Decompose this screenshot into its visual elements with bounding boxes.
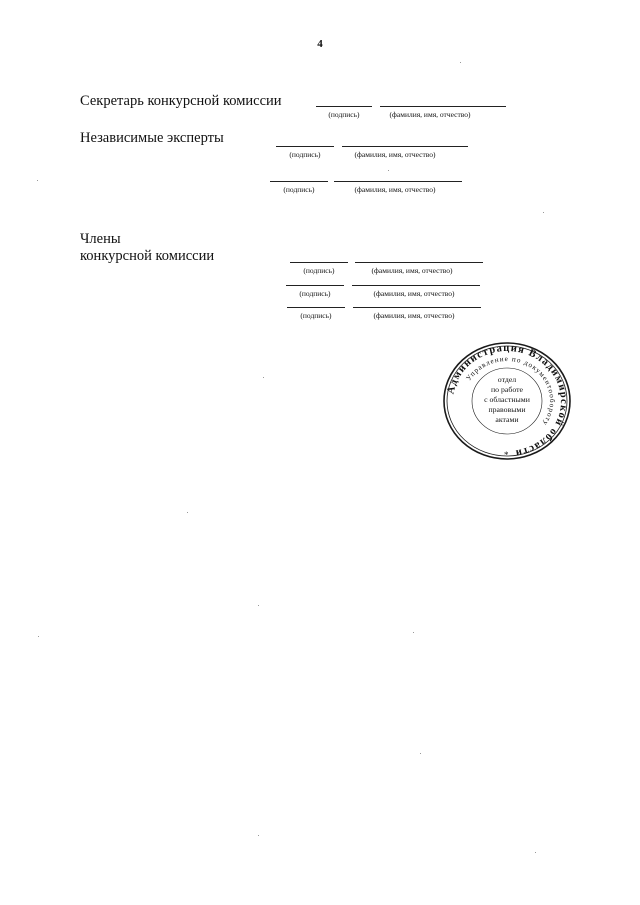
member1-signature-caption: (подпись): [303, 266, 335, 275]
stamp-inner-ring-text: Управление по документообороту: [464, 354, 557, 428]
member3-signature-line: [287, 307, 345, 308]
official-stamp-graphic: [441, 340, 573, 462]
stamp-center-line-2: по работе: [490, 385, 524, 394]
member2-signature-caption: (подпись): [299, 289, 331, 298]
member1-signature-line: [290, 262, 348, 263]
expert1-signature-caption: (подпись): [289, 150, 321, 159]
member3-name-line: [353, 307, 481, 308]
page-number: 4: [317, 38, 323, 50]
stamp-center-line-3: с областными: [484, 395, 530, 404]
expert2-name-caption: (фамилия, имя, отчество): [354, 185, 436, 194]
scan-speck: [263, 377, 264, 378]
scan-speck: [413, 632, 414, 633]
experts-label: Независимые эксперты: [80, 130, 224, 146]
official-stamp: [441, 340, 573, 462]
scan-speck: [388, 170, 389, 171]
secretary-signature-caption: (подпись): [328, 110, 360, 119]
expert2-signature-line: [270, 181, 328, 182]
stamp-center-line-4: правовыми: [488, 405, 526, 414]
expert1-signature-line: [276, 146, 334, 147]
members-label-line1: Члены: [80, 231, 121, 247]
stamp-star-icon: *: [504, 450, 509, 460]
scan-speck: [460, 62, 461, 63]
scan-speck: [535, 852, 536, 853]
member1-name-caption: (фамилия, имя, отчество): [371, 266, 453, 275]
expert1-name-caption: (фамилия, имя, отчество): [354, 150, 436, 159]
expert2-signature-caption: (подпись): [283, 185, 315, 194]
scan-speck: [258, 835, 259, 836]
secretary-name-line: [380, 106, 506, 107]
member2-signature-line: [286, 285, 344, 286]
member1-name-line: [355, 262, 483, 263]
members-label-line2: конкурсной комиссии: [80, 248, 215, 264]
scan-speck: [37, 180, 38, 181]
stamp-outer-text: Администрация Владимирской области: [445, 342, 570, 459]
secretary-label: Секретарь конкурсной комиссии: [80, 93, 282, 109]
scan-speck: [258, 605, 259, 606]
scan-speck: [420, 753, 421, 754]
scan-speck: [543, 212, 544, 213]
member2-name-line: [352, 285, 480, 286]
member2-name-caption: (фамилия, имя, отчество): [373, 289, 455, 298]
member3-name-caption: (фамилия, имя, отчество): [373, 311, 455, 320]
expert1-name-line: [342, 146, 468, 147]
expert2-name-line: [334, 181, 462, 182]
stamp-center-line-5: актами: [495, 415, 519, 424]
member3-signature-caption: (подпись): [300, 311, 332, 320]
secretary-name-caption: (фамилия, имя, отчество): [389, 110, 471, 119]
scan-speck: [38, 636, 39, 637]
stamp-center-line-1: отдел: [497, 375, 517, 384]
scan-speck: [187, 512, 188, 513]
secretary-signature-line: [316, 106, 372, 107]
